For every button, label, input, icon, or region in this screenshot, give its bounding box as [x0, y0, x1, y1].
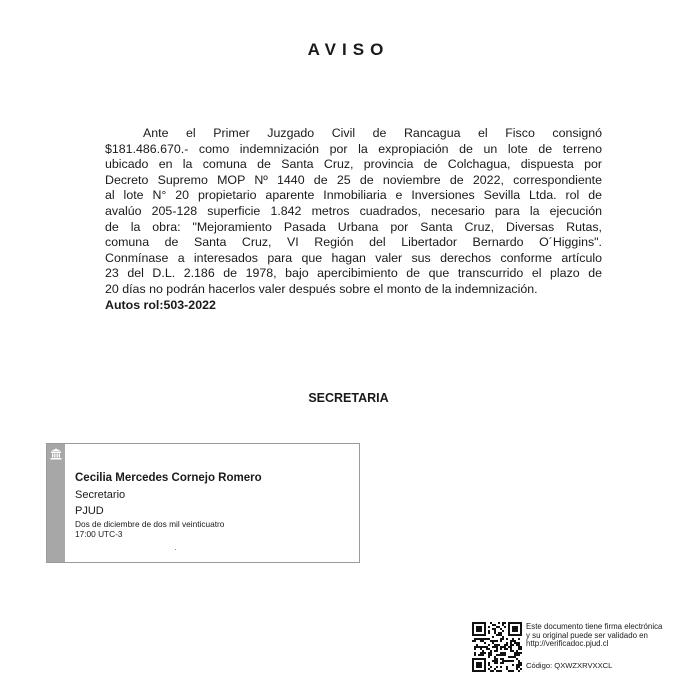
body-line: ubicado en la comuna de Santa Cruz, provincia de Colchagua, dispuesta por	[105, 157, 602, 172]
notice-body	[105, 126, 602, 313]
secretaria-heading: SECRETARIA	[308, 391, 389, 405]
signer-role: Secretario	[75, 489, 126, 501]
courthouse-icon	[50, 448, 62, 460]
body-line: al lote N° 20 propietario aparente Inmobiliaria e Inversiones Sevilla Ltda. rol de	[105, 188, 602, 203]
body-line: Conmínase a interesados para que hagan valer sus derechos conforme artículo	[105, 250, 602, 265]
body-line: 23 del D.L. 2.186 de 1978, bajo apercibimiento de que transcurrido el plazo de	[105, 266, 602, 281]
body-line: de la obra: "Mejoramiento Pasada Urbana por Santa Cruz, Diversas Rutas,	[105, 219, 602, 234]
autos-rol: Autos rol:503-2022	[105, 297, 216, 312]
body-line: Ante el Primer Juzgado Civil de Rancagua el Fisco consignó	[143, 126, 602, 140]
signature-date: Dos de diciembre de dos mil veinticuatro	[75, 519, 225, 529]
body-line: avalúo 205-128 superficie 1.842 metros cuadrados, necesario para la ejecución	[105, 203, 602, 218]
body-line: comuna de Santa Cruz, VI Región del Libertador Bernardo O´Higgins".	[105, 235, 602, 250]
body-line: $181.486.670.- como indemnización por la expropiación de un lote de terreno	[105, 141, 602, 156]
body-line: Decreto Supremo MOP Nº 1440 de 25 de noviembre de 2022, correspondiente	[105, 172, 602, 187]
qr-code-icon[interactable]	[472, 622, 522, 672]
aviso-title: AVISO	[307, 40, 390, 59]
signature-box	[46, 443, 360, 563]
body-line: 20 días no podrán hacerlos valer después sobre el monto de la indemnización.	[105, 281, 538, 296]
verification-text	[526, 623, 691, 649]
speck	[175, 549, 176, 550]
verification-code: Código: QXWZXRVXXCL	[526, 661, 613, 670]
signer-name: Cecilia Mercedes Cornejo Romero	[75, 472, 262, 484]
signer-organization: PJUD	[75, 505, 104, 517]
signature-time: 17:00 UTC-3	[75, 529, 123, 539]
verification-line: y su original puede ser validado en	[526, 630, 648, 640]
verification-url[interactable]: http://verificadoc.pjud.cl	[526, 639, 609, 649]
verification-line: Este documento tiene firma electrónica	[526, 622, 663, 631]
signature-sidebar	[47, 444, 65, 562]
